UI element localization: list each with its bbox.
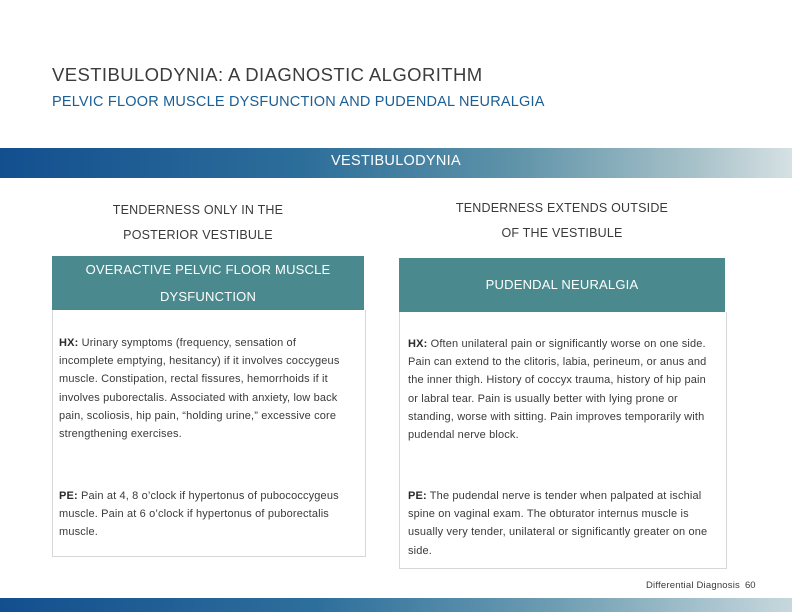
left-history-paragraph [59,334,349,443]
right-history-paragraph [408,335,718,444]
left-diagnosis-box [52,256,364,310]
right-heading-line2: OF THE VESTIBULE [501,226,623,240]
left-column-heading [60,198,336,248]
right-diagnosis-box: PUDENDAL NEURALGIA [399,258,725,312]
right-pe-text: The pudendal nerve is tender when palpated at ischial spine on vaginal exam. The obturator internus muscle is usually very tender, unilateral or significantly greater on one side. [408,490,708,557]
page-number: 60 [745,580,756,591]
right-hx-text: Often unilateral pain or significantly worse on one side. Pain can extend to the clitoris, labia, perineum, or anus and the inner thigh. History of coccyx trauma, history of hip pain or labral tear. Pain is usually better with lying prone or standing, worse with sitting. Pain improves temporarily with pudendal nerve block. [408,338,707,442]
left-hx-label: HX: [59,337,79,349]
right-hx-label: HX: [408,338,428,350]
right-exam-paragraph [408,487,718,560]
page-title: VESTIBULODYNIA: A DIAGNOSTIC ALGORITHM [52,64,483,85]
left-pe-label: PE: [59,490,78,502]
footer-bar [0,598,792,612]
left-box-line2: DYSFUNCTION [159,289,257,304]
left-hx-text: Urinary symptoms (frequency, sensation of incomplete emptying, hesitancy) if it involves coccygeus muscle. Constipation, rectal fissures, hemorrhoids if it involves puborectalis. Associated with anxiety, low back pain, scoliosis, hip pain, “holding urine,” excessive core strengthening exercises. [59,337,340,441]
right-pe-label: PE: [408,490,427,502]
page-subtitle: PELVIC FLOOR MUSCLE DYSFUNCTION AND PUDENDAL NEURALGIA [52,94,545,110]
left-exam-paragraph [59,487,349,542]
right-heading-line1: TENDERNESS EXTENDS OUTSIDE [455,201,669,215]
footer-section-label: Differential Diagnosis [646,580,740,591]
right-column-heading [400,196,724,246]
banner-label: VESTIBULODYNIA [331,153,461,169]
left-box-line1: OVERACTIVE PELVIC FLOOR MUSCLE [85,262,331,277]
left-heading-line1: TENDERNESS ONLY IN THE [112,203,284,217]
left-heading-line2: POSTERIOR VESTIBULE [123,228,273,242]
left-pe-text: Pain at 4, 8 o’clock if hypertonus of pubococcygeus muscle. Pain at 6 o’clock if hypertonus of puborectalis muscle. [59,490,339,539]
